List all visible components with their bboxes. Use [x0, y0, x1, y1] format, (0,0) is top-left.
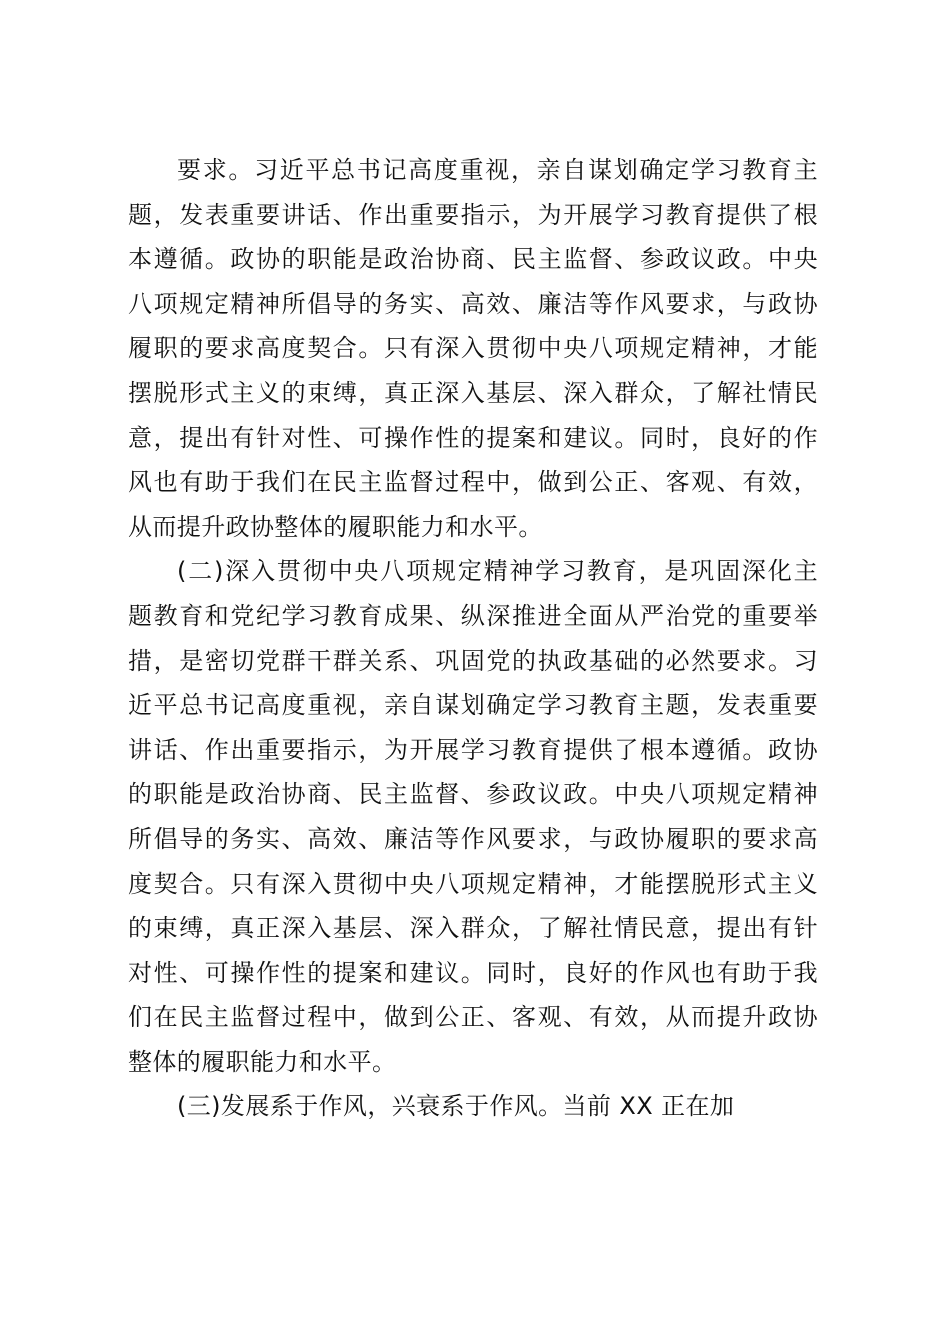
document-body [128, 148, 818, 1129]
text-line: 对性、可操作性的提案和建议。同时，良好的作风也有助于我 [128, 958, 818, 987]
text-line: 摆脱形式主义的束缚，真正深入基层、深入群众，了解社情民 [128, 378, 818, 407]
text-line: 风也有助于我们在民主监督过程中，做到公正、客观、有效， [128, 468, 818, 497]
text-line: 的束缚，真正深入基层、深入群众，了解社情民意，提出有针 [128, 914, 818, 943]
paragraph-section-two [128, 549, 818, 1084]
text-line: (二)深入贯彻中央八项规定精神学习教育，是巩固深化主 [177, 557, 818, 586]
text-line: 近平总书记高度重视，亲自谋划确定学习教育主题，发表重要 [128, 691, 818, 720]
text-line: 的职能是政治协商、民主监督、参政议政。中央八项规定精神 [128, 780, 818, 809]
text-line: 八项规定精神所倡导的务实、高效、廉洁等作风要求，与政协 [128, 289, 818, 318]
text-line: 讲话、作出重要指示，为开展学习教育提供了根本遵循。政协 [128, 735, 818, 764]
text-line: 们在民主监督过程中，做到公正、客观、有效，从而提升政协 [128, 1003, 818, 1032]
text-line: 履职的要求高度契合。只有深入贯彻中央八项规定精神，才能 [128, 334, 818, 363]
paragraph-continuation [128, 148, 818, 549]
text-line: 意，提出有针对性、可操作性的提案和建议。同时，良好的作 [128, 423, 818, 452]
paragraph-section-three [128, 1084, 818, 1129]
text-line: (三)发展系于作风，兴衰系于作风。当前 XX 正在加 [177, 1092, 735, 1121]
text-line: 所倡导的务实、高效、廉洁等作风要求，与政协履职的要求高 [128, 824, 818, 853]
text-line: 本遵循。政协的职能是政治协商、民主监督、参政议政。中央 [128, 245, 818, 274]
text-line: 要求。习近平总书记高度重视，亲自谋划确定学习教育主 [177, 156, 818, 184]
text-line: 整体的履职能力和水平。 [128, 1047, 397, 1076]
text-line: 题教育和党纪学习教育成果、纵深推进全面从严治党的重要举 [128, 601, 818, 630]
text-line: 度契合。只有深入贯彻中央八项规定精神，才能摆脱形式主义 [128, 869, 818, 898]
text-line: 题，发表重要讲话、作出重要指示，为开展学习教育提供了根 [128, 200, 818, 229]
text-line: 从而提升政协整体的履职能力和水平。 [128, 512, 543, 541]
text-line: 措，是密切党群干群关系、巩固党的执政基础的必然要求。习 [128, 646, 818, 675]
